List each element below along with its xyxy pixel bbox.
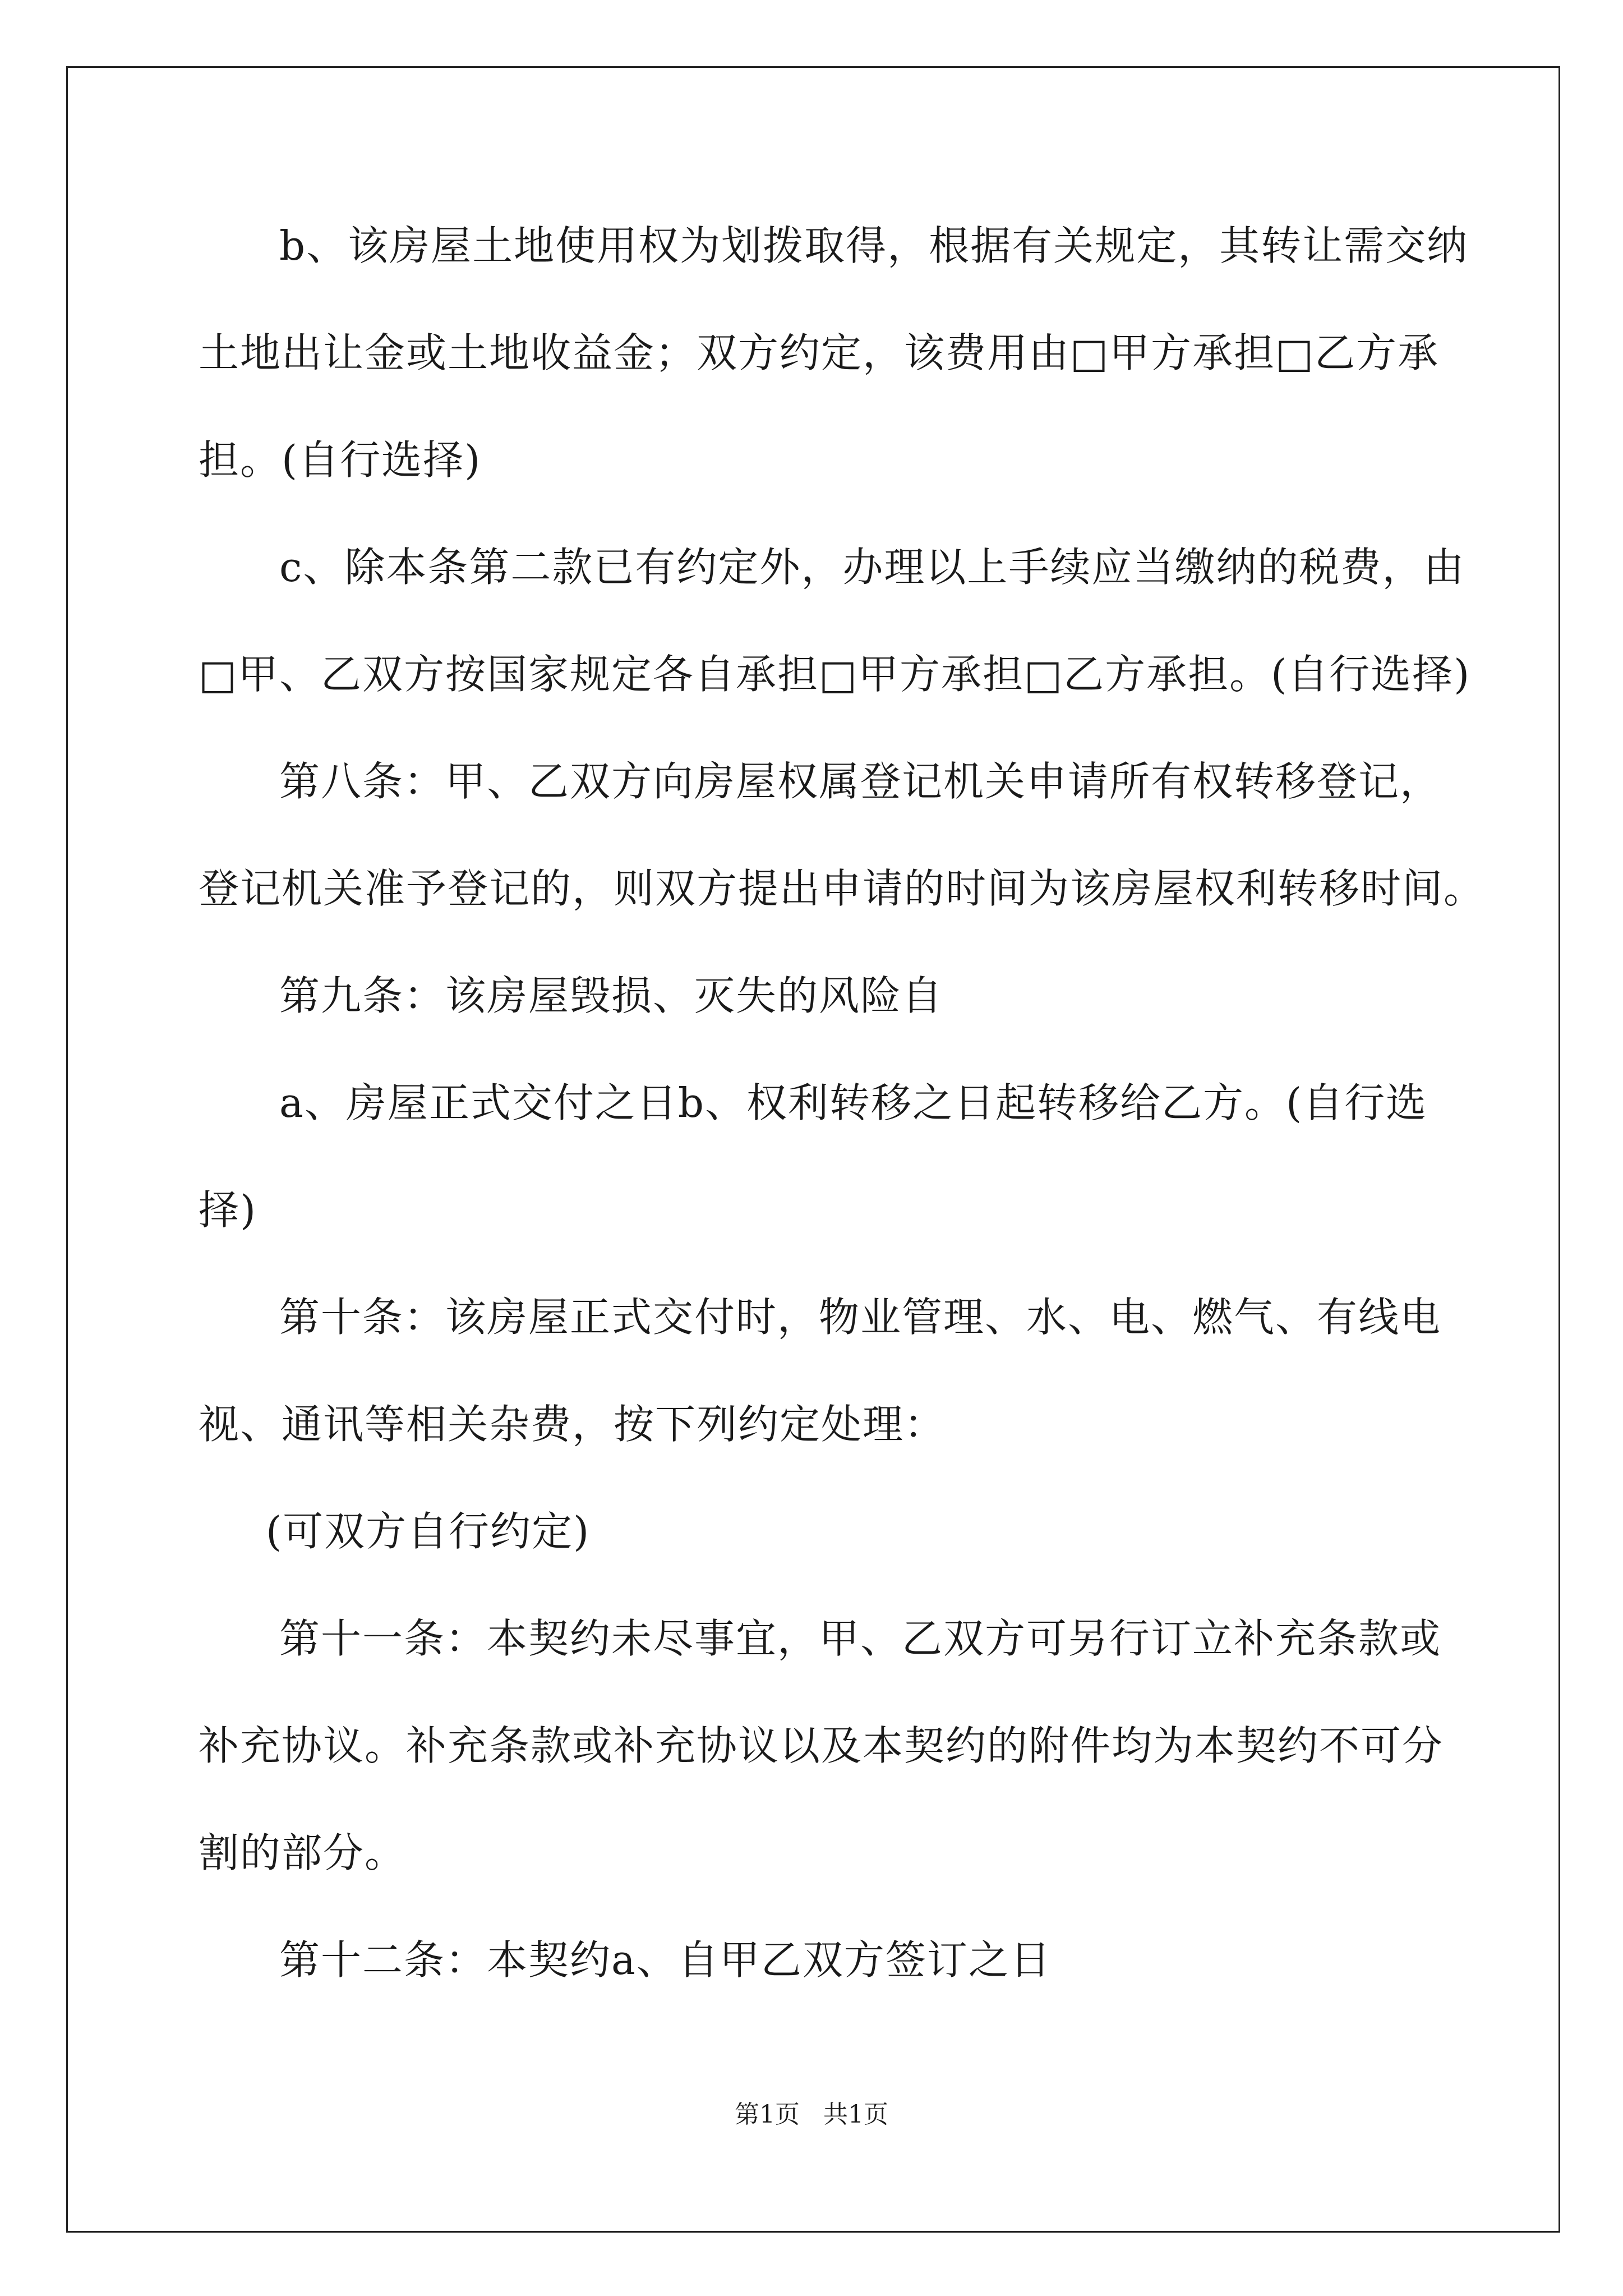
text-line: 土地出让金或土地收益金；双方约定，该费用由□甲方承担□乙方承 bbox=[199, 329, 1440, 376]
text-line: 补充协议。补充条款或补充协议以及本契约的附件均为本契约不可分 bbox=[199, 1722, 1444, 1769]
text-line: 择) bbox=[199, 1186, 257, 1234]
text-line: 担。(自行选择) bbox=[199, 436, 482, 484]
text-line: 第十二条：本契约a、自甲乙双方签订之日 bbox=[279, 1936, 1052, 1984]
text-line: □甲、乙双方按国家规定各自承担□甲方承担□乙方承担。(自行选择) bbox=[199, 651, 1471, 698]
text-line: 第十一条：本契约未尽事宜，甲、乙双方可另行订立补充条款或 bbox=[279, 1615, 1442, 1662]
text-line: b、该房屋土地使用权为划拨取得，根据有关规定，其转让需交纳 bbox=[279, 222, 1469, 269]
text-line: 视、通讯等相关杂费，按下列约定处理： bbox=[199, 1401, 946, 1448]
page-border bbox=[66, 66, 1560, 2233]
text-line: a、房屋正式交付之日b、权利转移之日起转移给乙方。(自行选 bbox=[279, 1079, 1428, 1126]
text-line: c、除本条第二款已有约定外，办理以上手续应当缴纳的税费，由 bbox=[279, 544, 1465, 591]
text-line: 第九条：该房屋毁损、灭失的风险自 bbox=[279, 972, 944, 1019]
text-line: 割的部分。 bbox=[199, 1829, 407, 1876]
page-number-footer: 第1页 共1页 bbox=[735, 2100, 888, 2129]
text-line: 第八条：甲、乙双方向房屋权属登记机关申请所有权转移登记， bbox=[279, 758, 1442, 805]
text-line: 第十条：该房屋正式交付时，物业管理、水、电、燃气、有线电 bbox=[279, 1294, 1442, 1341]
text-line: 登记机关准予登记的，则双方提出申请的时间为该房屋权利转移时间。 bbox=[199, 865, 1486, 912]
text-line: (可双方自行约定) bbox=[266, 1508, 591, 1555]
